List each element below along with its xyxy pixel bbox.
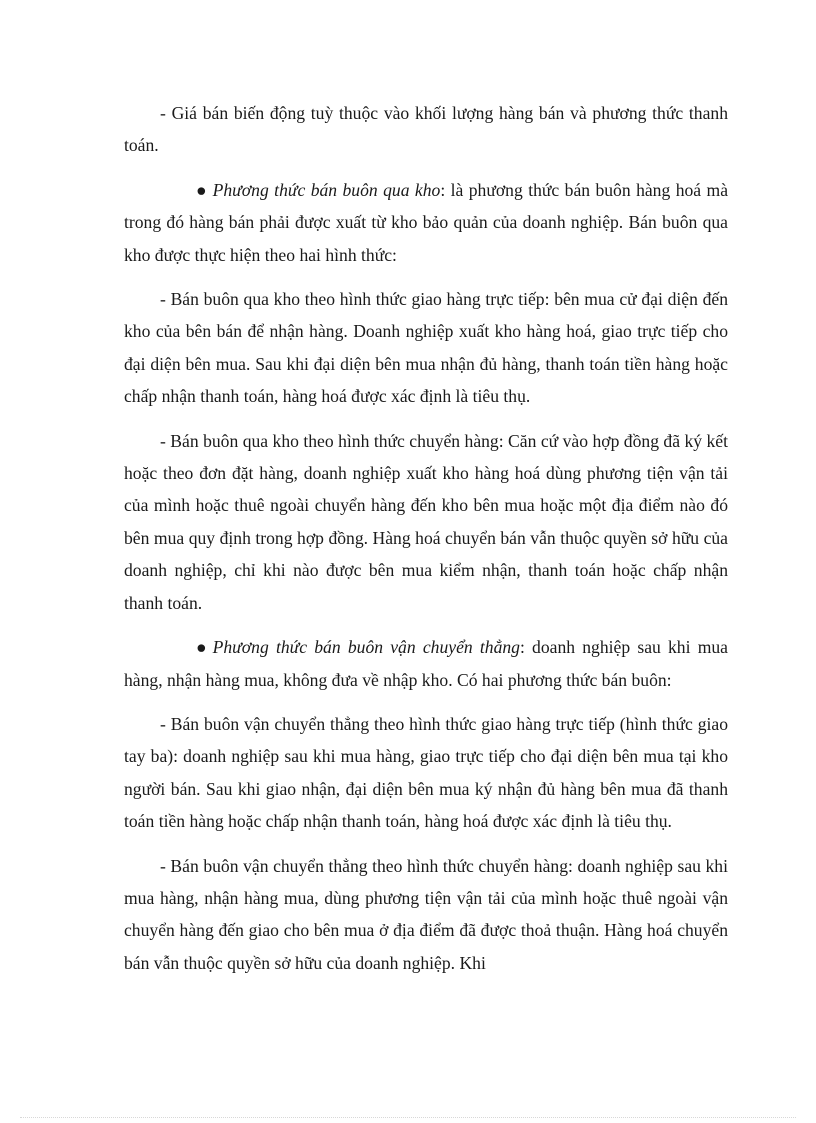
paragraph-text: - Giá bán biến động tuỳ thuộc vào khối lượng hàng bán và phương thức thanh toán. <box>124 103 728 156</box>
bullet-paragraph-van-chuyen <box>124 631 728 696</box>
document-page <box>124 97 728 991</box>
paragraph-text: : doanh nghiệp sau khi mua hàng, nhận hàng mua, không đưa về nhập kho. Có hai phương thức bán buôn: <box>124 637 728 690</box>
bullet-paragraph-kho <box>124 174 728 271</box>
page-footer-divider <box>20 1117 796 1118</box>
dash-paragraph-3 <box>124 425 728 619</box>
paragraph-text: - Bán buôn qua kho theo hình thức chuyển hàng: Căn cứ vào hợp đồng đã ký kết hoặc theo đơn đặt hàng, doanh nghiệp xuất kho hàng hoá dùng phương tiện vận tải của mình hoặc thuê ngoài chuyển hàng đến kho bên mua hoặc một địa điểm nào đó bên mua quy định trong hợp đồng. Hàng hoá chuyển bán vẫn thuộc quyền sở hữu của doanh nghiệp, chỉ khi nào được bên mua kiểm nhận, thanh toán hoặc chấp nhận thanh toán. <box>124 430 728 613</box>
dash-paragraph-5 <box>124 850 728 980</box>
dash-paragraph-2 <box>124 283 728 413</box>
paragraph-text: - Bán buôn vận chuyển thẳng theo hình thức chuyển hàng: doanh nghiệp sau khi mua hàng, nhận hàng mua, dùng phương tiện vận tải của mình hoặc thuê ngoài vận chuyển hàng đến giao cho bên mua ở địa điểm đã được thoả thuận. Hàng hoá chuyển bán vẫn thuộc quyền sở hữu của doanh nghiệp. Khi <box>124 855 728 973</box>
bullet-heading: Phương thức bán buôn qua kho <box>212 179 441 200</box>
dash-paragraph-1 <box>124 97 728 162</box>
bullet-icon: ● <box>196 179 207 200</box>
bullet-heading: Phương thức bán buôn vận chuyển thẳng <box>212 637 520 658</box>
bullet-icon: ● <box>196 637 207 658</box>
paragraph-text: - Bán buôn vận chuyển thẳng theo hình thức giao hàng trực tiếp (hình thức giao tay ba): doanh nghiệp sau khi mua hàng, giao trực tiếp cho đại diện bên mua tại kho người bán. Sau khi giao nhận, đại diện bên mua ký nhận đủ hàng bên mua đã thanh toán tiền hàng hoặc chấp nhận thanh toán, hàng hoá được xác định là tiêu thụ. <box>124 713 728 832</box>
paragraph-text: - Bán buôn qua kho theo hình thức giao hàng trực tiếp: bên mua cử đại diện đến kho của bên bán để nhận hàng. Doanh nghiệp xuất kho hàng hoá, giao trực tiếp cho đại diện bên mua. Sau khi đại diện bên mua nhận đủ hàng, thanh toán tiền hàng hoặc chấp nhận thanh toán, hàng hoá được xác định là tiêu thụ. <box>124 289 728 407</box>
paragraph-text: : là phương thức bán buôn hàng hoá mà trong đó hàng bán phải được xuất từ kho bảo quản của doanh nghiệp. Bán buôn qua kho được thực hiện theo hai hình thức: <box>124 179 729 265</box>
dash-paragraph-4 <box>124 708 728 838</box>
